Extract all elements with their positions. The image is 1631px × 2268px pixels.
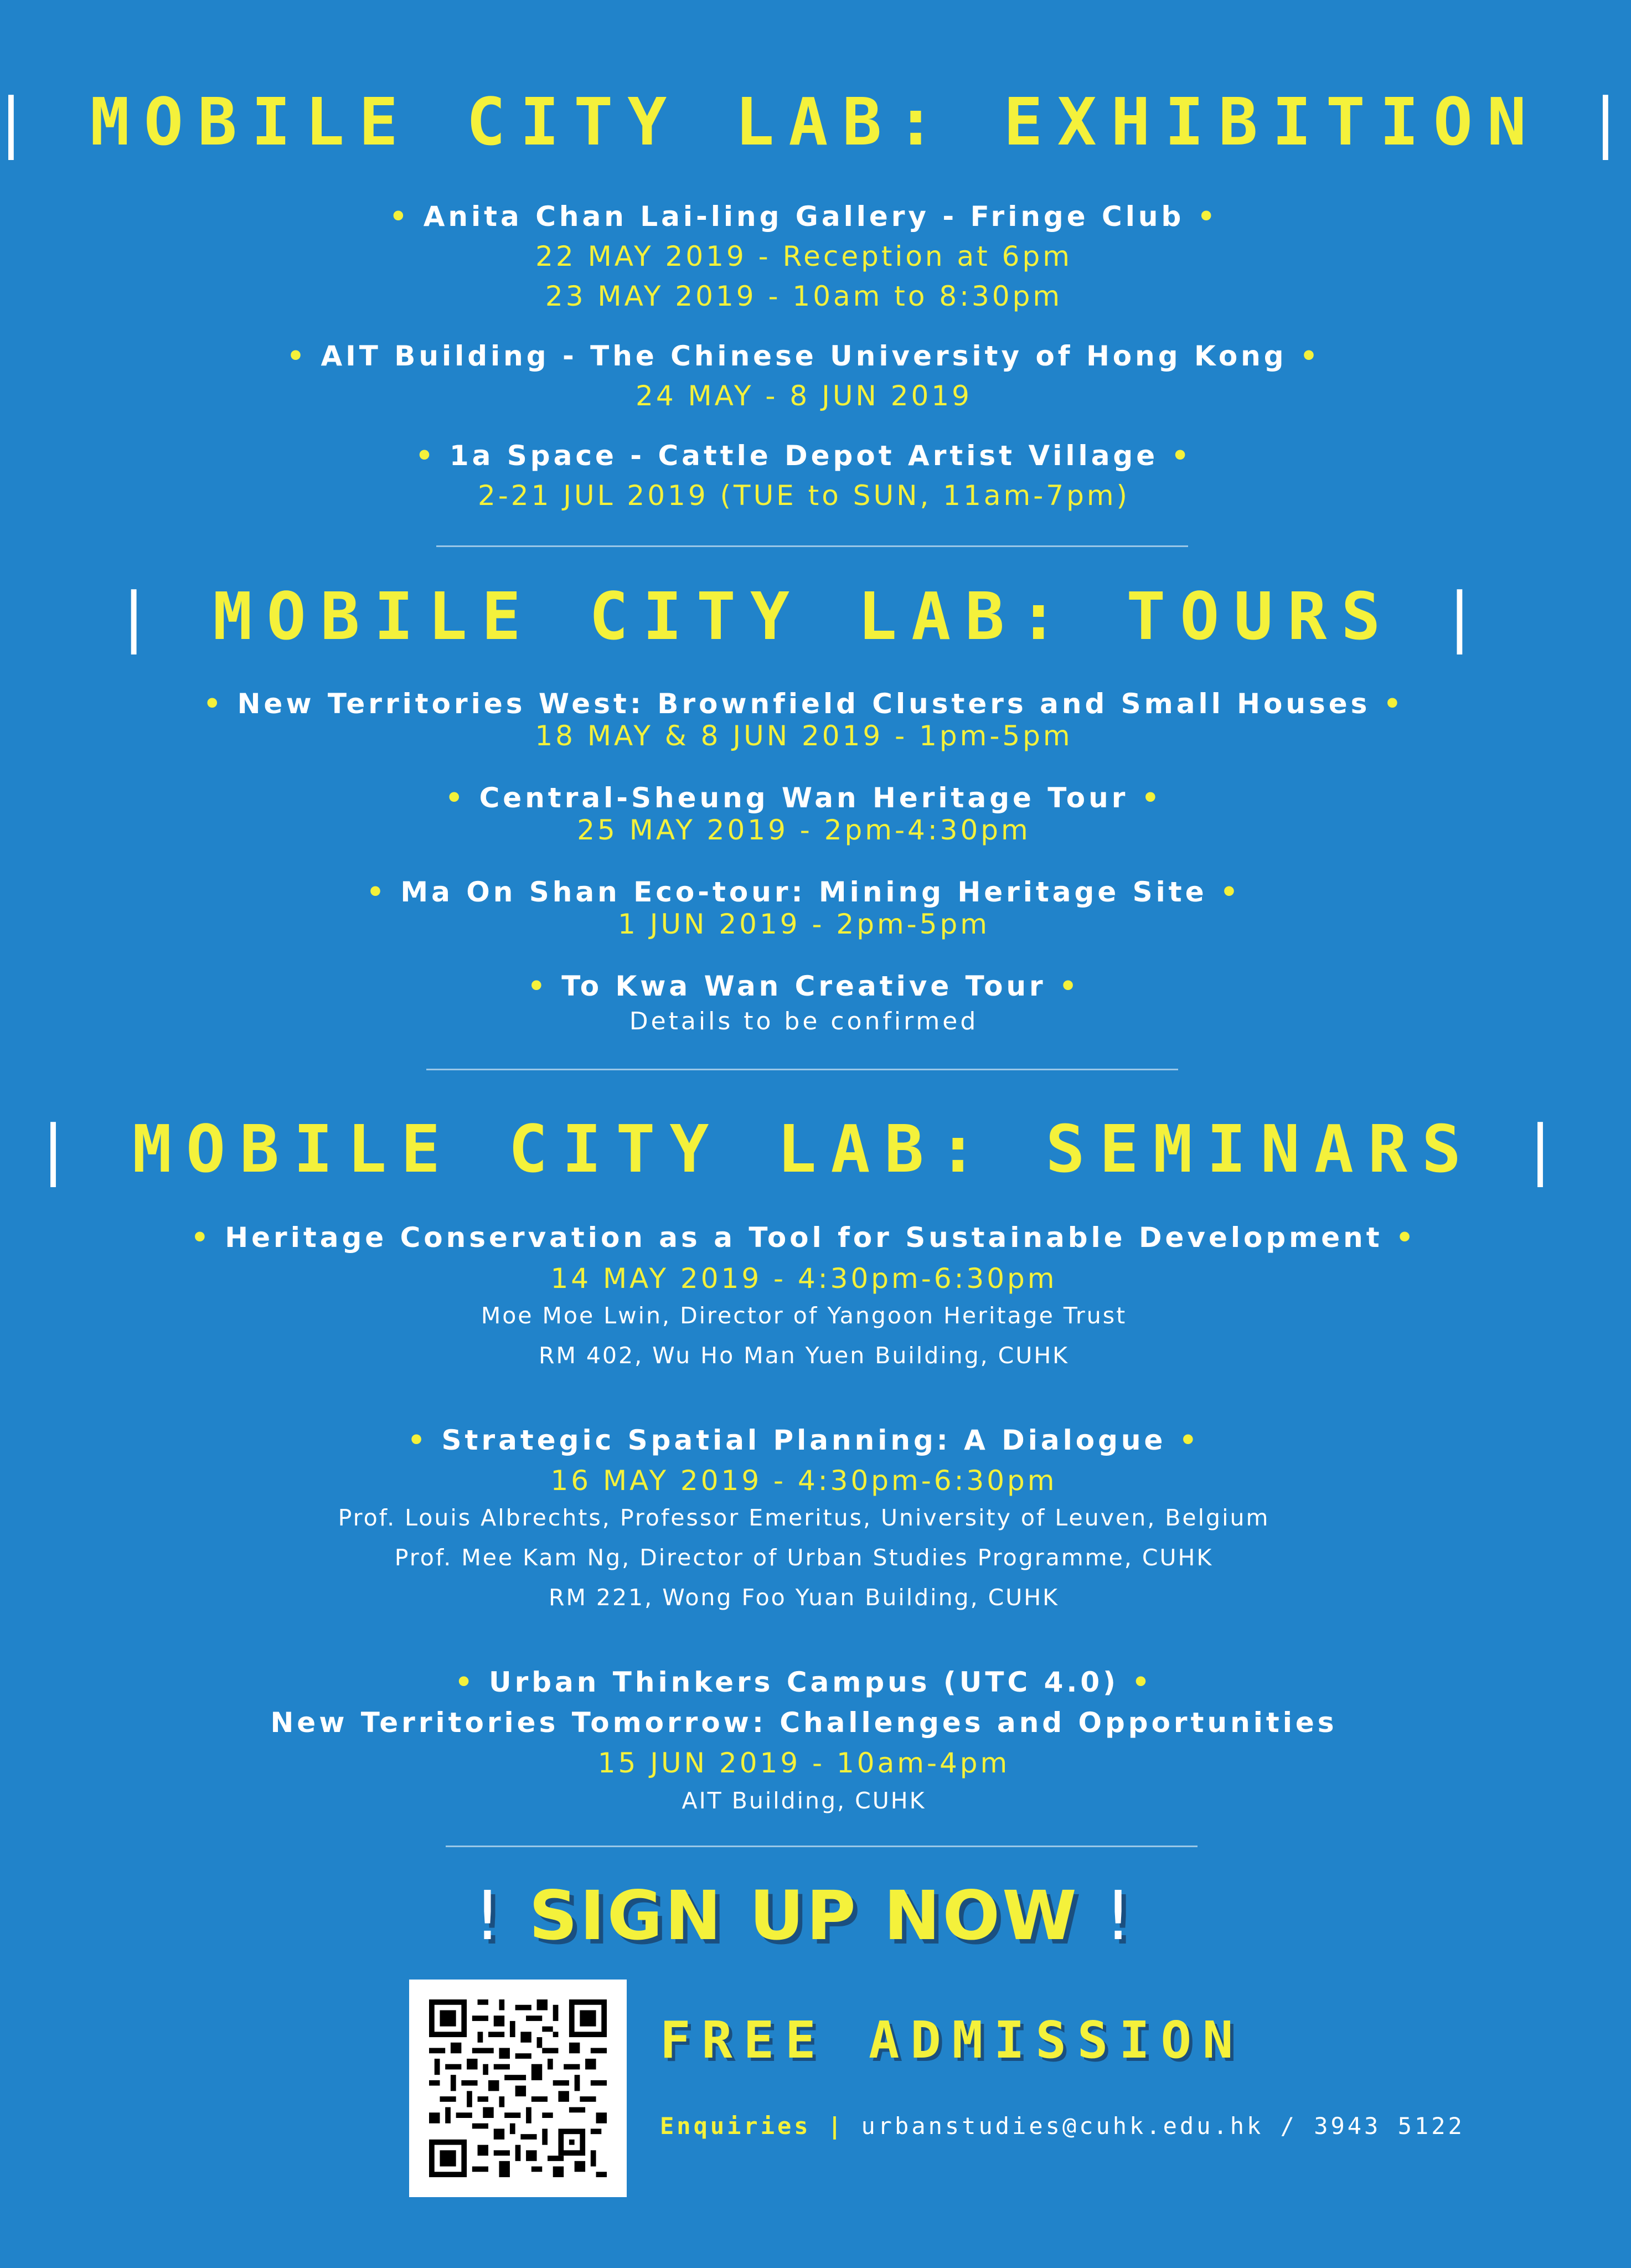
tour-date: 1 JUN 2019 - 2pm-5pm	[618, 908, 990, 940]
seminar-speaker: Moe Moe Lwin, Director of Yangoon Heritage Trust	[481, 1302, 1127, 1329]
bullet-icon: •	[366, 876, 388, 908]
qr-code-icon[interactable]	[409, 1980, 627, 2197]
exclamation-right: !	[1104, 1877, 1134, 1955]
bullet-icon: •	[1171, 440, 1193, 472]
title-bar-left: |	[42, 1111, 79, 1187]
tour-name: Ma On Shan Eco-tour: Mining Heritage Site	[400, 876, 1207, 908]
seminars-title	[0, 1110, 1608, 1188]
seminar-item-2	[0, 1422, 1608, 1458]
bullet-icon: •	[1141, 782, 1163, 814]
sign-up-heading	[0, 1874, 1608, 1957]
tour-item-1	[0, 685, 1608, 722]
title-bar-right: |	[1448, 578, 1485, 654]
bullet-icon: •	[455, 1666, 476, 1698]
seminar-name: Urban Thinkers Campus (UTC 4.0)	[488, 1666, 1119, 1698]
seminar-location: AIT Building, CUHK	[682, 1787, 926, 1814]
bullet-icon: •	[287, 340, 308, 372]
tour-date: 25 MAY 2019 - 2pm-4:30pm	[577, 814, 1031, 846]
seminar-subtitle: New Territories Tomorrow: Challenges and Opportunities	[270, 1707, 1338, 1739]
venue-name: Anita Chan Lai-ling Gallery - Fringe Club	[423, 200, 1185, 233]
tour-name: Central-Sheung Wan Heritage Tour	[479, 782, 1129, 814]
exhibition-date: 24 MAY - 8 JUN 2019	[636, 380, 972, 412]
exhibition-date: 23 MAY 2019 - 10am to 8:30pm	[545, 280, 1063, 312]
title-bar-left: |	[122, 578, 159, 654]
exhibition-venue-2	[0, 338, 1608, 374]
seminar-item-1	[0, 1219, 1608, 1256]
tour-name: New Territories West: Brownfield Clusters and Small Houses	[237, 688, 1371, 720]
free-admission: FREE ADMISSION	[660, 2011, 1245, 2070]
enquiries-separator: |	[827, 2112, 845, 2140]
seminar-name: Heritage Conservation as a Tool for Sustainable Development	[225, 1221, 1383, 1254]
bullet-icon: •	[203, 688, 225, 720]
divider	[426, 1069, 1178, 1070]
seminar-speaker: Prof. Louis Albrechts, Professor Emeritus, University of Leuven, Belgium	[338, 1504, 1270, 1531]
exhibition-date: 2-21 JUL 2019 (TUE to SUN, 11am-7pm)	[477, 480, 1131, 512]
tour-item-4	[0, 968, 1608, 1004]
bullet-icon: •	[407, 1424, 429, 1456]
sign-up-text: SIGN UP NOW	[529, 1877, 1079, 1955]
bullet-icon: •	[527, 970, 549, 1002]
tours-title	[0, 578, 1608, 655]
seminar-speaker: Prof. Mee Kam Ng, Director of Urban Studies Programme, CUHK	[394, 1544, 1214, 1571]
venue-name: AIT Building - The Chinese University of Hong Kong	[321, 340, 1287, 372]
title-bar-left: |	[0, 84, 37, 160]
bullet-icon: •	[1299, 340, 1321, 372]
title-bar-right: |	[1594, 84, 1631, 160]
seminar-date: 16 MAY 2019 - 4:30pm-6:30pm	[550, 1465, 1057, 1497]
bullet-icon: •	[190, 1221, 212, 1254]
enquiries-line	[660, 2111, 1465, 2142]
bullet-icon: •	[1179, 1424, 1200, 1456]
bullet-icon: •	[445, 782, 467, 814]
seminar-date: 15 JUN 2019 - 10am-4pm	[597, 1747, 1010, 1779]
seminar-item-3	[0, 1664, 1608, 1700]
exhibition-date: 22 MAY 2019 - Reception at 6pm	[535, 240, 1072, 272]
exhibition-title-text: MOBILE CITY LAB: EXHIBITION	[90, 84, 1541, 160]
seminars-title-text: MOBILE CITY LAB: SEMINARS	[132, 1111, 1476, 1187]
seminar-name: Strategic Spatial Planning: A Dialogue	[441, 1424, 1167, 1456]
exclamation-left: !	[473, 1877, 503, 1955]
bullet-icon: •	[389, 200, 411, 233]
bullet-icon: •	[1220, 876, 1242, 908]
seminar-date: 14 MAY 2019 - 4:30pm-6:30pm	[550, 1262, 1057, 1295]
tours-title-text: MOBILE CITY LAB: TOURS	[213, 578, 1395, 654]
tour-note: Details to be confirmed	[629, 1007, 979, 1035]
seminar-location: RM 402, Wu Ho Man Yuen Building, CUHK	[538, 1342, 1070, 1369]
exhibition-venue-1	[0, 198, 1608, 235]
title-bar-right: |	[1529, 1111, 1566, 1187]
seminar-location: RM 221, Wong Foo Yuan Building, CUHK	[548, 1584, 1059, 1611]
tour-date: 18 MAY & 8 JUN 2019 - 1pm-5pm	[535, 720, 1073, 752]
bullet-icon: •	[1132, 1666, 1153, 1698]
enquiries-label: Enquiries	[660, 2112, 811, 2140]
bullet-icon: •	[415, 440, 437, 472]
bullet-icon: •	[1059, 970, 1081, 1002]
bullet-icon: •	[1383, 688, 1405, 720]
enquiries-contact[interactable]: urbanstudies@cuhk.edu.hk / 3943 5122	[861, 2112, 1465, 2140]
divider	[446, 1846, 1198, 1847]
venue-name: 1a Space - Cattle Depot Artist Village	[449, 440, 1159, 472]
qr-code-graphic	[429, 1999, 607, 2177]
bullet-icon: •	[1396, 1221, 1417, 1254]
tour-item-2	[0, 780, 1608, 816]
exhibition-venue-3	[0, 437, 1608, 474]
tour-name: To Kwa Wan Creative Tour	[561, 970, 1046, 1002]
bullet-icon: •	[1197, 200, 1219, 233]
exhibition-title	[0, 83, 1631, 161]
divider	[436, 545, 1188, 547]
tour-item-3	[0, 874, 1608, 910]
